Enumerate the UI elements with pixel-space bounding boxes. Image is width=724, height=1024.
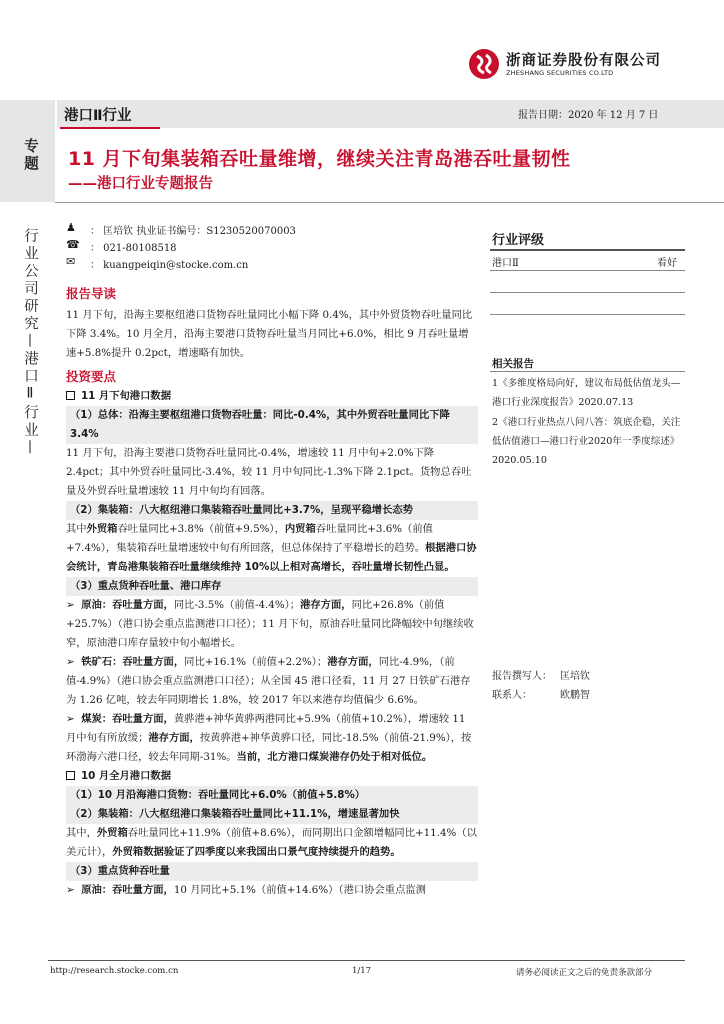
rating-line-4 — [490, 314, 685, 315]
rating-value: 看好 — [657, 258, 677, 269]
txt-bold: 根据港口协会统计，青岛港集装箱吞吐量继续维持 10%以上相对高增长，吞吐量增长韧性凸显。 — [66, 542, 477, 573]
txt-bold: 原油：吞吐量方面， — [81, 884, 174, 896]
email-icon: ✉ — [66, 255, 76, 268]
footer-divider — [48, 960, 685, 961]
s2-point-1-heading: （1）10 月沿海港口货物：吞吐量同比+6.0%（前值+5.8%） — [66, 786, 478, 805]
checkbox-icon — [66, 771, 75, 780]
phone-icon: ☎ — [66, 238, 80, 251]
txt-bold: 港存方面， — [148, 732, 200, 744]
txt: 同比-3.5%（前值-4.4%）； — [173, 599, 301, 611]
contact-name: 欧鹏智 — [560, 690, 590, 701]
header-divider — [55, 100, 57, 202]
txt-bold: 外贸箱 — [86, 523, 118, 535]
s1-point-1-text: 11 月下旬，沿海主要港口货物吞吐量同比-0.4%，增速较 11 月中旬+2.0%下降 2.4pct；其中外贸吞吐量同比-3.4%，较 11 月中旬同比-1.3%下降 2.1pct。货物总吞吐量及外贸吞吐量增速较 11 月中旬均有回落。 — [66, 447, 472, 497]
txt-bold: 原油：吞吐量方面， — [81, 599, 174, 611]
txt-bold: 外贸箱数据验证了四季度以来我国出口景气度持续提升的趋势。 — [112, 846, 401, 858]
writer-name: 匡培钦 — [560, 671, 590, 682]
industry-label: 港口Ⅱ行业 — [64, 108, 132, 124]
company-name-en: ZHESHANG SECURITIES CO.LTD — [506, 69, 614, 77]
txt-bold: 外贸箱 — [96, 827, 128, 839]
s1-point-2-heading: （2）集装箱：八大枢纽港口集装箱吞吐量同比+3.7%，呈现平稳增长态势 — [66, 501, 478, 520]
txt: 同比+16.1%（前值+2.2%）； — [184, 656, 328, 668]
section-1-title — [66, 387, 478, 406]
txt-bold: 铁矿石：吞吐量方面， — [81, 656, 185, 668]
arrow-icon: ➢ — [66, 713, 82, 725]
checkbox-icon — [66, 391, 75, 400]
rating-line-1 — [490, 249, 685, 251]
s1-point-1-heading: （1）总体：沿海主要枢纽港口货物吞吐量：同比-0.4%，其中外贸吞吐量同比下降 3.4% — [66, 406, 478, 444]
company-logo — [468, 46, 678, 86]
footer-url[interactable]: http://research.stocke.com.cn — [50, 966, 179, 976]
arrow-icon: ➢ — [66, 656, 82, 668]
s2-point-2-text — [66, 824, 478, 862]
txt: 其中， — [66, 827, 97, 839]
s2-point-2-heading: （2）集装箱：八大枢纽港口集装箱吞吐量同比+11.1%，增速显著加快 — [66, 805, 478, 824]
section-2-title-text: 10 月全月港口数据 — [81, 770, 171, 782]
arrow-icon: ➢ — [66, 599, 82, 611]
footer-page: 1/17 — [352, 966, 372, 976]
rating-line-3 — [490, 292, 685, 293]
analyst-block — [66, 221, 386, 272]
txt: 10 月同比+5.1%（前值+14.6%）（港口协会重点监测 — [173, 884, 426, 896]
report-title: 11 月下旬集装箱吞吐量维增，继续关注青岛港吞吐量韧性 — [68, 148, 571, 170]
person-icon: ♟ — [66, 221, 76, 234]
txt-bold: 港存方面， — [327, 656, 379, 668]
points-heading: 投资要点 — [66, 369, 117, 384]
rating-industry: 港口Ⅱ — [492, 258, 519, 269]
side-research-label: 行业公司研究—港口Ⅱ行业— — [22, 228, 38, 457]
txt: 同比+26.8%（前值+25.7%）（港口协会重点监测港口口径）；11 月下旬，原油吞吐量同比降幅较中旬继续收窄，原油港口库存量较中旬小幅增长。 — [66, 599, 474, 649]
guide-text: 11 月下旬，沿海主要枢纽港口货物吞吐量同比小幅下降 0.4%，其中外贸货物吞吐量同比下降 3.4%。10 月全月，沿海主要港口货物吞吐量当月同比+6.0%，相比 9 月吞吐量增速+5.8%提升 0.2pct，增速略有加快。 — [66, 309, 473, 359]
txt-bold: 煤炭：吞吐量方面， — [81, 713, 174, 725]
txt: 黄骅港+神华黄骅两港同比+5.9%（前值+10.2%），增速较 11 月中旬有所放缓； — [66, 713, 466, 744]
coal-item — [66, 710, 478, 767]
rating-line-2 — [490, 270, 685, 271]
txt-bold: 内贸箱 — [284, 523, 316, 535]
rating-title: 行业评级 — [492, 233, 545, 248]
writer-label: 报告撰写人： — [492, 671, 552, 682]
arrow-icon: ➢ — [66, 884, 82, 896]
main-body — [66, 284, 478, 900]
section-1-title-text: 11 月下旬港口数据 — [81, 390, 171, 402]
logo-mark-icon — [468, 48, 500, 80]
s1-point-2-text — [66, 520, 478, 577]
crude-oil-item — [66, 596, 478, 653]
footer-disclaimer: 请务必阅读正文之后的免责条款部分 — [516, 968, 653, 978]
analyst-email: ： kuangpeiqin@stocke.com.cn — [90, 260, 249, 271]
analyst-phone: ： 021-80108518 — [90, 243, 177, 254]
txt: 吞吐量同比+3.8%（前值+9.5%）， — [117, 523, 285, 535]
txt: 其中 — [66, 523, 87, 535]
title-divider — [55, 202, 724, 203]
s2-point-3-heading: （3）重点货种吞吐量 — [66, 862, 478, 881]
txt-bold: 港存方面， — [300, 599, 352, 611]
related-item-2[interactable]: 2《港口行业热点八问八答：筑底企稳，关注低估值港口—港口行业2020年一季度综述》2020.05.10 — [492, 417, 681, 466]
related-line — [490, 371, 685, 372]
guide-heading: 报告导读 — [66, 286, 117, 301]
company-name-cn: 浙商证券股份有限公司 — [506, 53, 661, 69]
txt: 吞吐量同比+3.6%（前值+7.4%），集装箱吞吐量增速较中旬有所回落，但总体保持了平稳增长的趋势。 — [66, 523, 433, 554]
analyst-name: ： 匡培钦 执业证书编号：S1230520070003 — [90, 226, 296, 237]
crude-oil-oct-item — [66, 881, 478, 900]
report-date: 报告日期：2020 年 12 月 7 日 — [518, 110, 659, 121]
contact-label: 联系人： — [492, 690, 532, 701]
industry-underline — [60, 127, 160, 129]
iron-ore-item — [66, 653, 478, 710]
related-item-1[interactable]: 1《多维度格局向好，建议布局低估值龙头—港口行业深度报告》2020.07.13 — [492, 378, 681, 408]
txt: 吞吐量同比+11.9%（前值+8.6%），而同期出口金额增幅同比+11.4%（以美元计）， — [66, 827, 477, 858]
side-type-label: 专题 — [22, 138, 38, 173]
section-2-title — [66, 767, 478, 786]
related-title: 相关报告 — [492, 358, 534, 370]
txt-bold: 当前，北方港口煤炭港存仍处于相对低位。 — [236, 751, 433, 763]
txt: 同比-4.9%，（前值-4.9%）（港口协会重点监测港口口径）；从全国 45 港口径看，11 月 27 日铁矿石港存为 1.26 亿吨，较去年同期增长 1.8%，较 2017 年以来港存均值偏少 6.6%。 — [66, 656, 471, 706]
txt: 按黄骅港+神华黄骅口径，同比-18.5%（前值-21.9%），按环渤海六港口径，较去年同期-31%。 — [66, 732, 472, 763]
s1-point-3-heading: （3）重点货种吞吐量、港口库存 — [66, 577, 478, 596]
report-subtitle: ——港口行业专题报告 — [68, 176, 213, 192]
